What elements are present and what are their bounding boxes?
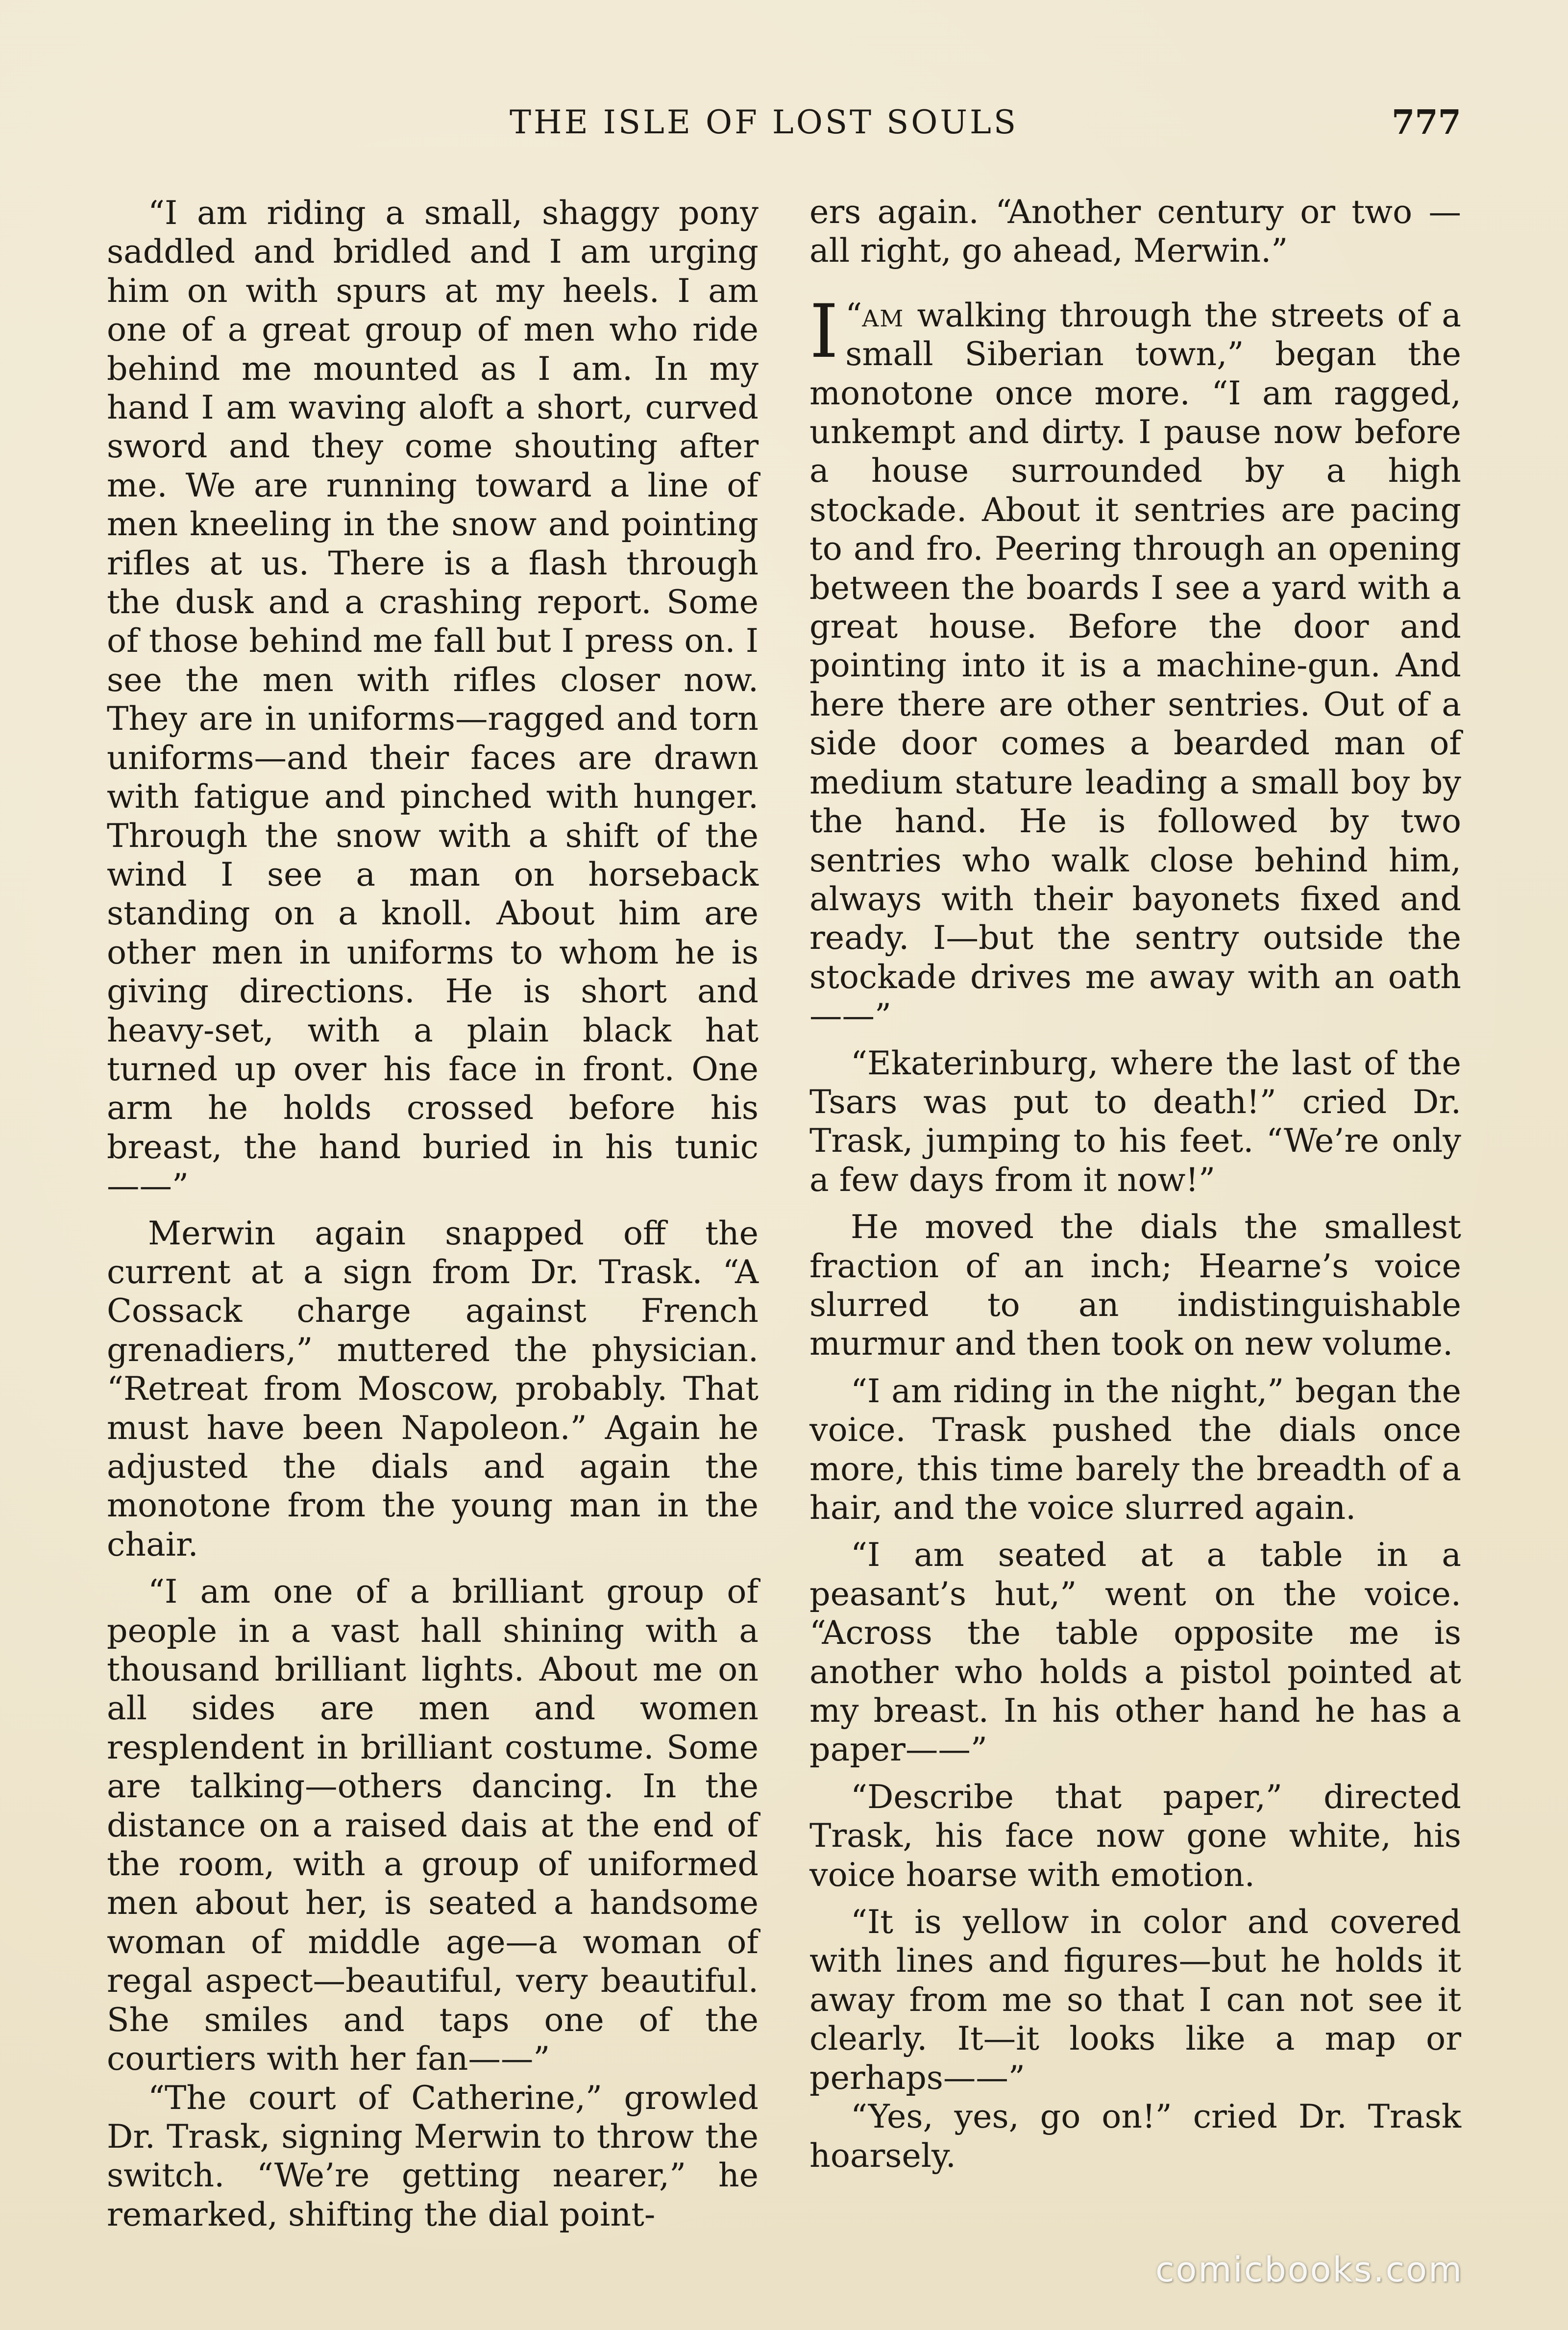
paragraph: “It is yellow in color and covered with lines and figures—but he holds it away from me so that I can not see it clearly. It—it looks like a map or perhaps——” xyxy=(809,1903,1461,2097)
paragraph: “The court of Catherine,” growled Dr. Trask, signing Merwin to throw the switch. “We’re getting nearer,” he remarked, shifting the dial point- xyxy=(107,2078,759,2233)
dropcap-paragraph xyxy=(809,289,1461,1036)
opening-quote: “ xyxy=(845,296,862,334)
continued-paragraph: ers again. “Another century or two —all right, go ahead, Merwin.” xyxy=(809,193,1461,270)
small-caps-word: am xyxy=(862,296,905,334)
running-title: THE ISLE OF LOST SOULS xyxy=(510,103,1019,141)
drop-cap: I xyxy=(809,289,839,374)
right-column xyxy=(809,193,1461,2175)
left-column xyxy=(107,194,759,2234)
site-watermark: comicbooks.com xyxy=(1155,2250,1464,2290)
paragraph: “I am seated at a table in a peasant’s hut,” went on the voice. “Across the table opposite me is another who holds a pistol pointed at my breast. In his other hand he has a paper——” xyxy=(809,1536,1461,1769)
running-header xyxy=(0,100,1568,145)
paragraph: “I am riding in the night,” began the voice. Trask pushed the dials once more, this time barely the breadth of a hair, and the voice slurred again. xyxy=(809,1371,1461,1527)
paragraph: “I am riding a small, shaggy pony saddled and bridled and I am urging him on with spurs at my heels. I am one of a great group of men who ride behind me mounted as I am. In my hand I am waving aloft a short, curved sword and they come shouting after me. We are running toward a line of men kneeling in the snow and pointing rifles at us. There is a flash through the dusk and a crashing report. Some of those behind me fall but I press on. I see the men with rifles closer now. They are in uniforms—ragged and torn uniforms—and their faces are drawn with fatigue and pinched with hunger. Through the snow with a shift of the wind I see a man on horseback standing on a knoll. About him are other men in uniforms to whom he is giving directions. He is short and heavy-set, with a plain black hat turned up over his face in front. One arm he holds crossed before his breast, the hand buried in his tunic——” xyxy=(107,194,759,1205)
paragraph: Merwin again snapped off the current at a sign from Dr. Trask. “A Cossack charge against French grenadiers,” muttered the physician. “Retreat from Moscow, probably. That must have been Napoleon.” Again he adjusted the dials and again the monotone from the young man in the chair. xyxy=(107,1214,759,1563)
paragraph: “Ekaterinburg, where the last of the Tsars was put to death!” cried Dr. Trask, jumping to his feet. “We’re only a few days from it now!” xyxy=(809,1043,1461,1199)
paragraph: “I am one of a brilliant group of people in a vast hall shining with a thousand brilliant lights. About me on all sides are men and women resplendent in brilliant costume. Some are talking—others dancing. In the distance on a raised dais at the end of the room, with a group of uniformed men about her, is seated a handsome woman of middle age—a woman of regal aspect—beautiful, very beautiful. She smiles and taps one of the courtiers with her fan——” xyxy=(107,1572,759,2078)
page-number: 777 xyxy=(1392,103,1461,142)
paragraph: He moved the dials the smallest fraction of an inch; Hearne’s voice slurred to an indistinguishable murmur and then took on new volume. xyxy=(809,1208,1461,1363)
paragraph-text: walking through the streets of a small Siberian town,” began the monotone once more. “I am ragged, unkempt and dirty. I pause now before a house surrounded by a high stockade. About it sentries are pacing to and fro. Peering through an opening between the boards I see a yard with a great house. Before the door and pointing into it is a machine-gun. And here there are other sentries. Out of a side door comes a bearded man of medium stature leading a small boy by the hand. He is followed by two sentries who walk close behind him, always with their bayonets fixed and ready. I—but the sentry outside the stockade drives me away with an oath——” xyxy=(809,296,1461,1035)
paragraph: “Describe that paper,” directed Trask, his face now gone white, his voice hoarse with emotion. xyxy=(809,1777,1461,1894)
paragraph: “Yes, yes, go on!” cried Dr. Trask hoarsely. xyxy=(809,2097,1461,2175)
